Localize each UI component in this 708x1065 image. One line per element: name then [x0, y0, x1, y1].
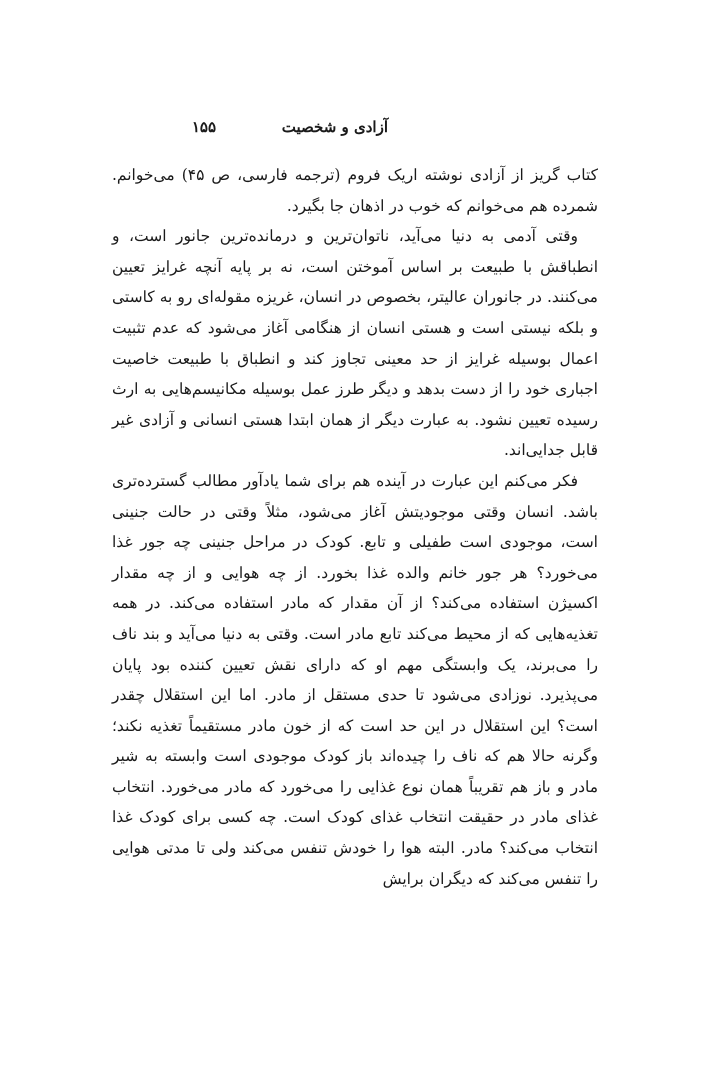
- chapter-title: آزادی و شخصیت: [281, 118, 388, 136]
- body-text: [112, 160, 598, 894]
- paragraph: کتاب گریز از آزادی نوشته اریک فروم (ترجمه فارسی، ص ۴۵) می‌خوانم. شمرده هم می‌خوانم که خوب در اذهان جا بگیرد.: [112, 166, 598, 215]
- running-header: [112, 112, 598, 142]
- paragraph: وقتی آدمی به دنیا می‌آید، ناتوان‌ترین و درمانده‌ترین جانور است، و انطباقش با طبیعت بر اساس آموختن است، نه بر پایه آنچه غرایز تعیین می‌کنند. در جانوران عالیتر، بخصوص در انسان، غریزه مقوله‌ای رو به کاستی و بلکه نیستی است و هستی انسان از هنگامی آغاز می‌شود که عدم تثبیت اعمال بوسیله غرایز از حد معینی تجاوز کند و انطباق با طبیعت خاصیت اجباری خود را از دست بدهد و دیگر طرز عمل بوسیله مکانیسم‌هایی به ارث رسیده تعیین نشود. به عبارت دیگر از همان ابتدا هستی انسانی و آزادی غیر قابل جدایی‌اند.: [112, 227, 598, 460]
- page-number: ۱۵۵: [191, 118, 216, 136]
- paragraph: فکر می‌کنم این عبارت در آینده هم برای شما یادآور مطالب گسترده‌تری باشد. انسان وقتی موجودیتش آغاز می‌شود، مثلاً وقتی در حالت جنینی است، موجودی است طفیلی و تابع. کودک در مراحل جنینی چه جور غذا می‌خورد؟ هر جور خانم والده غذا بخورد. از چه هوایی و از چه مقدار اکسیژن استفاده می‌کند؟ از آن مقدار که مادر استفاده می‌کند. در همه تغذیه‌هایی که از محیط می‌کند تابع مادر است. وقتی به دنیا می‌آید و بند ناف را می‌برند، یک وابستگی مهم او که دارای نقش تعیین کننده بود پایان می‌پذیرد. نوزادی می‌شود تا حدی مستقل از مادر. اما این استقلال چقدر است؟ این استقلال در این حد است که از خون مادر مستقیماً تغذیه نکند؛ وگرنه حالا هم که ناف را چیده‌اند باز کودک موجودی است وابسته به شیر مادر و باز هم تقریباً همان نوع غذایی را می‌خورد که مادر می‌خورد. انتخاب غذای مادر در حقیقت انتخاب غذای کودک است. چه کسی برای کودک غذا انتخاب می‌کند؟ مادر. البته هوا را خودش تنفس می‌کند ولی تا مدتی هوایی را تنفس می‌کند که دیگران برایش: [112, 471, 598, 888]
- book-page: [112, 112, 598, 932]
